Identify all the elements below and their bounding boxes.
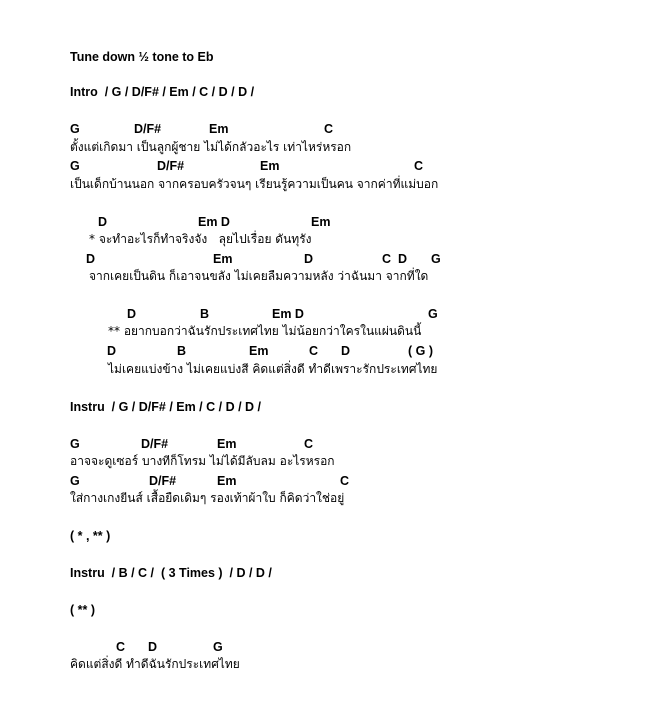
chord: G	[70, 122, 80, 136]
chord: Em	[217, 474, 237, 488]
chord: C	[304, 437, 314, 451]
chord: B	[200, 307, 210, 321]
chord: D/F#	[157, 159, 185, 173]
chord: D	[304, 252, 314, 266]
lyric-line: ใส่กางเกงยีนส์ เสื้อยืดเดิมๆ รองเท้าผ้าใบ ก็คิดว่าใช่อยู่	[70, 491, 345, 505]
chord: D	[148, 640, 158, 654]
chord: D	[98, 215, 108, 229]
chord: Em	[249, 344, 269, 358]
chord: D	[107, 344, 117, 358]
title: Tune down ½ tone to Eb	[70, 50, 214, 64]
lyric-line: * จะทำอะไรก็ทำจริงจัง ลุยไปเรื่อย ดันทุรัง	[89, 232, 312, 246]
chord: D	[127, 307, 137, 321]
repeat-marker: ( * , ** )	[70, 529, 111, 543]
chord: D/F#	[141, 437, 169, 451]
repeat-marker: ( ** )	[70, 603, 95, 617]
chord: Em	[213, 252, 233, 266]
lyric-line: จากเคยเป็นดิน ก็เอาจนขลัง ไม่เคยลืมความหลัง ว่าฉันมา จากที่ใด	[89, 269, 429, 283]
lyric-line: ** อยากบอกว่าฉันรักประเทศไทย ไม่น้อยกว่าใครในแผ่นดินนี้	[108, 324, 422, 338]
chord: Em	[260, 159, 280, 173]
chord: C	[414, 159, 424, 173]
chord: C	[309, 344, 319, 358]
intro-line: Intro / G / D/F# / Em / C / D / D /	[70, 85, 255, 99]
chord: Em	[217, 437, 237, 451]
lyric-line: คิดแต่สิ่งดี ทำดีฉันรักประเทศไทย	[70, 657, 240, 671]
lyric-line: ไม่เคยแบ่งข้าง ไม่เคยแบ่งสี คิดแต่สิ่งดี ทำดีเพราะรักประเทศไทย	[108, 362, 438, 376]
chord: C D	[382, 252, 407, 266]
instru-line: Instru / G / D/F# / Em / C / D / D /	[70, 400, 261, 414]
chord: G	[70, 474, 80, 488]
chord: C	[116, 640, 126, 654]
chord: C	[340, 474, 350, 488]
chord: G	[70, 437, 80, 451]
chord: D/F#	[149, 474, 177, 488]
chord: G	[70, 159, 80, 173]
chord: D	[341, 344, 351, 358]
chord: ( G )	[408, 344, 433, 358]
instru-line: Instru / B / C / ( 3 Times ) / D / D /	[70, 566, 272, 580]
chord: D	[86, 252, 96, 266]
chord: G	[428, 307, 438, 321]
chord: C	[324, 122, 334, 136]
lyric-line: เป็นเด็กบ้านนอก จากครอบครัวจนๆ เรียนรู้ความเป็นคน จากค่าที่แม่บอก	[70, 177, 439, 191]
chord: Em	[311, 215, 331, 229]
chord: D/F#	[134, 122, 162, 136]
chord: Em D	[198, 215, 230, 229]
chord: Em D	[272, 307, 304, 321]
lyric-line: อาจจะดูเซอร์ บางทีก็โทรม ไม่ได้มีลับลม อะไรหรอก	[70, 454, 335, 468]
chord: G	[431, 252, 441, 266]
chord: Em	[209, 122, 229, 136]
lyric-line: ตั้งแต่เกิดมา เป็นลูกผู้ชาย ไม่ได้กลัวอะไร เท่าไหร่หรอก	[70, 140, 352, 154]
chord: B	[177, 344, 187, 358]
chord: G	[213, 640, 223, 654]
